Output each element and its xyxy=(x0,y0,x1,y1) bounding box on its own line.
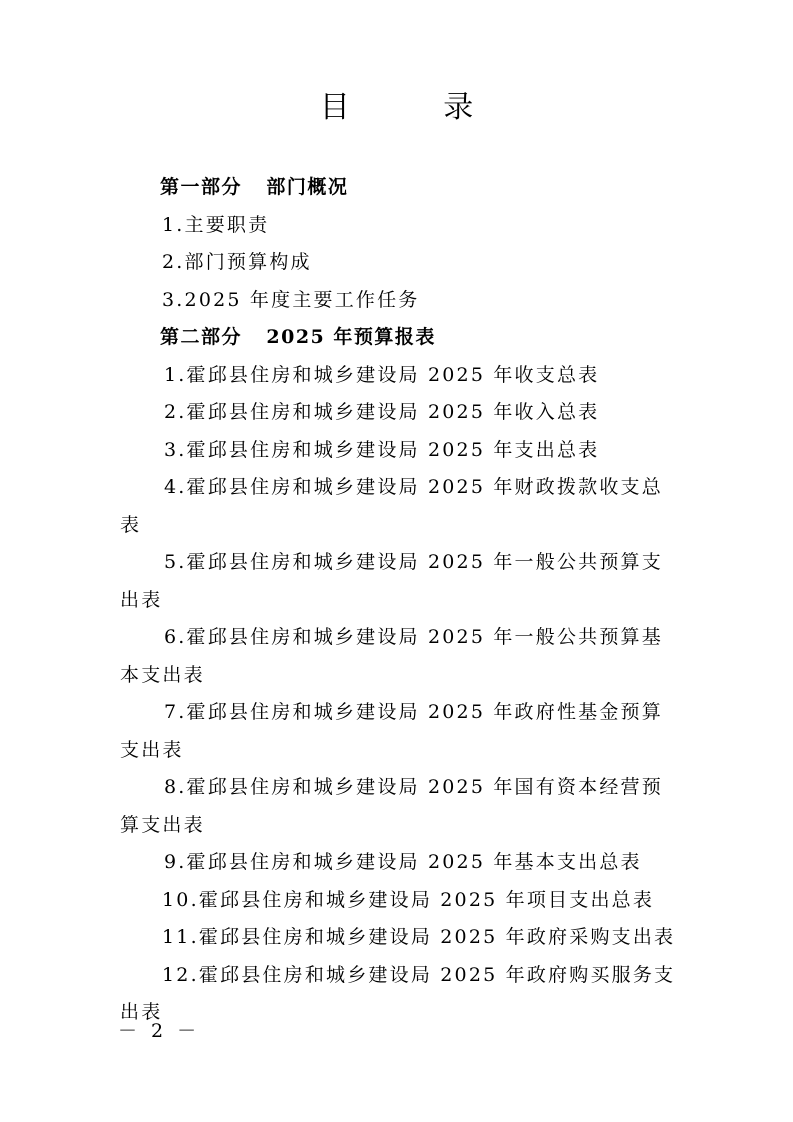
toc-entry: 6.霍邱县住房和城乡建设局 2025 年一般公共预算基本支出表 xyxy=(120,626,663,686)
toc-section-text: 部门概况 xyxy=(266,176,349,198)
toc-entry: 3.2025 年度主要工作任务 xyxy=(162,288,420,311)
toc-section-2 xyxy=(120,319,680,357)
toc-entry: 5.霍邱县住房和城乡建设局 2025 年一般公共预算支出表 xyxy=(120,551,663,611)
toc-entry: 7.霍邱县住房和城乡建设局 2025 年政府性基金预算支出表 xyxy=(120,701,663,761)
toc-entry: 9.霍邱县住房和城乡建设局 2025 年基本支出总表 xyxy=(164,851,642,873)
toc-section-label: 第二部分 xyxy=(160,326,243,348)
toc-entry: 2.部门预算构成 xyxy=(162,251,312,273)
page-number: － 2 － xyxy=(118,1020,201,1042)
toc-section-label: 第一部分 xyxy=(160,176,243,198)
toc-section-text: 2025 年预算报表 xyxy=(266,326,436,348)
page-title: 目 录 xyxy=(319,90,516,125)
toc-entry: 1.主要职责 xyxy=(162,213,270,236)
toc-entry: 2.霍邱县住房和城乡建设局 2025 年收入总表 xyxy=(164,401,600,423)
table-of-contents xyxy=(120,169,680,1032)
toc-entry: 3.霍邱县住房和城乡建设局 2025 年支出总表 xyxy=(164,438,600,461)
toc-entry: 4.霍邱县住房和城乡建设局 2025 年财政拨款收支总表 xyxy=(120,476,663,536)
toc-entry: 12.霍邱县住房和城乡建设局 2025 年政府购买服务支出表 xyxy=(120,963,676,1023)
toc-entry: 10.霍邱县住房和城乡建设局 2025 年项目支出总表 xyxy=(162,888,655,911)
toc-section-1 xyxy=(120,169,680,207)
toc-entry: 1.霍邱县住房和城乡建设局 2025 年收支总表 xyxy=(164,363,600,386)
toc-entry: 11.霍邱县住房和城乡建设局 2025 年政府采购支出表 xyxy=(162,926,676,948)
toc-entry: 8.霍邱县住房和城乡建设局 2025 年国有资本经营预算支出表 xyxy=(120,776,663,836)
